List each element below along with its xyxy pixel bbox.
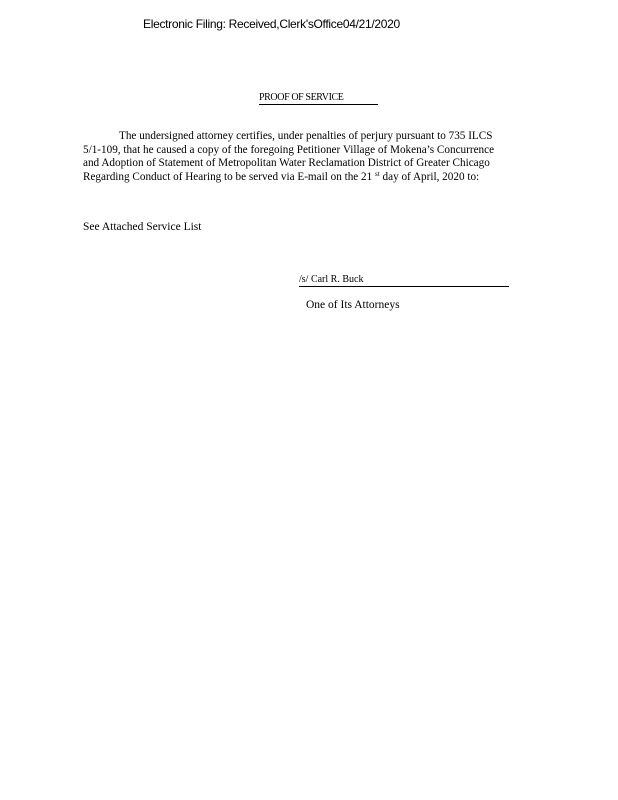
certification-line-4 — [83, 171, 523, 185]
certification-line-2: 5/1-109, that he caused a copy of the foregoing Petitioner Village of Mokena’s Concurrence — [83, 143, 495, 156]
signature-line: /s/ Carl R. Buck — [299, 273, 509, 287]
certification-line-1: The undersigned attorney certifies, under penalties of perjury pursuant to 735 ILCS — [119, 130, 493, 142]
service-list-note: See Attached Service List — [83, 221, 202, 233]
electronic-filing-stamp: Electronic Filing: Received,Clerk'sOffice04/21/2020 — [143, 17, 400, 31]
certification-line-3: and Adoption of Statement of Metropolitan Water Reclamation District of Greater Chicago — [83, 157, 490, 170]
certification-line-4-start: Regarding Conduct of Hearing to be served via E-mail on the 21 — [83, 170, 376, 183]
certification-line-4-end: day of April, 2020 to: — [379, 170, 480, 183]
certification-paragraph — [83, 130, 523, 184]
signatory-role: One of Its Attorneys — [306, 299, 400, 311]
ordinal-suffix: st — [375, 169, 380, 178]
page-title: PROOF OF SERVICE — [259, 92, 378, 105]
